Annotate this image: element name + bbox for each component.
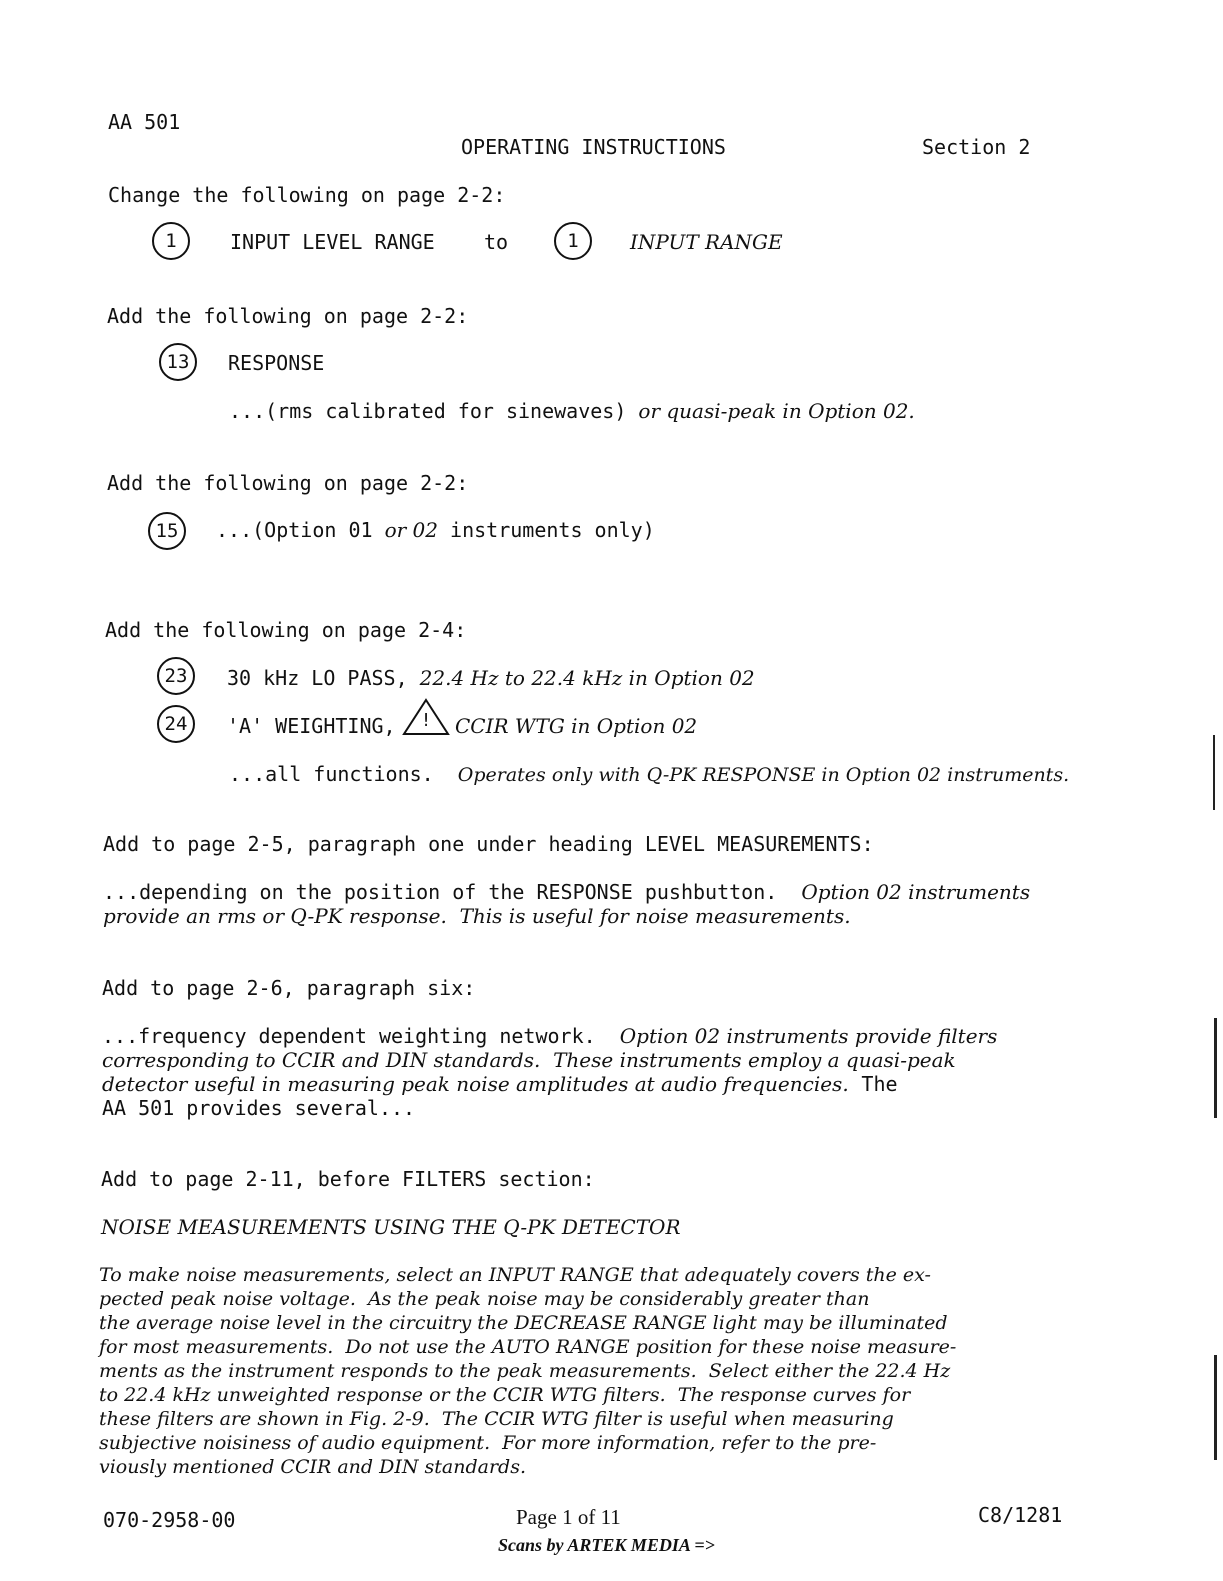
paragraph-line: the average noise level in the circuitry the DECREASE RANGE light may be illuminated	[99, 1312, 948, 1334]
section-label: Section 2	[922, 135, 1031, 159]
plain-text: 30 kHz LO PASS,	[227, 666, 420, 690]
to-word: to	[484, 230, 509, 254]
added-text: Option 02 instruments	[801, 880, 1031, 904]
new-label: INPUT RANGE	[630, 230, 783, 254]
plain-text: ...depending on the position of the RESPONSE pushbutton.	[103, 880, 802, 904]
add-heading: Add the following on page 2-2:	[107, 304, 469, 328]
plain-text: The	[861, 1072, 898, 1096]
item-number-circle: 15	[148, 512, 186, 550]
plain-text: ...(Option 01	[216, 518, 385, 542]
item-number-circle: 23	[157, 657, 195, 695]
model-label: AA 501	[108, 110, 181, 134]
item-number-circle: 1	[152, 222, 190, 260]
item-label: RESPONSE	[228, 351, 325, 375]
item-description	[216, 518, 655, 542]
paragraph-line: pected peak noise voltage. As the peak noise may be considerably greater than	[99, 1288, 870, 1310]
add-heading: Add to page 2-11, before FILTERS section:	[101, 1167, 595, 1191]
plain-text: ...(rms calibrated for sinewaves)	[229, 399, 639, 423]
revision-code: C8/1281	[978, 1503, 1063, 1527]
scan-edge-mark	[1214, 1018, 1217, 1118]
document-number: 070-2958-00	[103, 1508, 236, 1532]
added-text: or quasi-peak in Option 02.	[638, 399, 915, 423]
paragraph-line: provide an rms or Q-PK response. This is useful for noise measurements.	[103, 904, 851, 928]
paragraph-line: corresponding to CCIR and DIN standards. These instruments employ a quasi-peak	[102, 1048, 956, 1072]
item-number-circle: 24	[157, 705, 195, 743]
added-text: CCIR WTG in Option 02	[455, 714, 698, 738]
item-description	[229, 762, 1069, 787]
item-number-circle: 1	[554, 222, 592, 260]
add-heading: Add to page 2-6, paragraph six:	[102, 976, 476, 1000]
added-text: or 02	[384, 518, 438, 542]
page-number: Page 1 of 11	[516, 1505, 621, 1529]
paragraph-line	[102, 1072, 898, 1096]
page-title: OPERATING INSTRUCTIONS	[461, 135, 726, 159]
item-description	[227, 666, 755, 690]
paragraph-line: subjective noisiness of audio equipment. For more information, refer to the pre-	[99, 1432, 877, 1454]
old-label: INPUT LEVEL RANGE	[230, 230, 435, 254]
paragraph-line: AA 501 provides several...	[102, 1096, 416, 1120]
warning-symbol: !	[420, 710, 432, 731]
add-heading: Add to page 2-5, paragraph one under heading LEVEL MEASUREMENTS:	[103, 832, 874, 856]
paragraph-line: ments as the instrument responds to the peak measurements. Select either the 22.4 Hz	[99, 1360, 951, 1382]
section-subheading: NOISE MEASUREMENTS USING THE Q-PK DETECTOR	[101, 1215, 681, 1239]
item-number-circle: 13	[159, 343, 197, 381]
plain-text: ...frequency dependent weighting network.	[102, 1024, 620, 1048]
paragraph-line	[103, 880, 1030, 904]
paragraph-line: To make noise measurements, select an INPUT RANGE that adequately covers the ex-	[99, 1264, 931, 1286]
plain-text: instruments only)	[438, 518, 655, 542]
paragraph-line: to 22.4 kHz unweighted response or the CCIR WTG filters. The response curves for	[99, 1384, 911, 1406]
warning-triangle-icon	[402, 698, 450, 736]
paragraph-line: viously mentioned CCIR and DIN standards.	[99, 1456, 526, 1478]
added-text: Option 02 instruments provide filters	[619, 1024, 998, 1048]
item-description: 'A' WEIGHTING,	[227, 714, 396, 738]
paragraph-line: for most measurements. Do not use the AUTO RANGE position for these noise measure-	[99, 1336, 957, 1358]
scan-edge-mark	[1213, 735, 1215, 810]
item-description	[229, 399, 915, 423]
paragraph-line: these filters are shown in Fig. 2-9. The CCIR WTG filter is useful when measuring	[99, 1408, 894, 1430]
added-text: detector useful in measuring peak noise amplitudes at audio frequencies.	[102, 1072, 862, 1096]
scan-edge-mark	[1214, 1355, 1217, 1460]
add-heading: Add the following on page 2-2:	[107, 471, 469, 495]
paragraph-line	[102, 1024, 997, 1048]
plain-text: ...all functions.	[229, 762, 458, 786]
scan-credit: Scans by ARTEK MEDIA =>	[498, 1535, 715, 1555]
change-heading: Change the following on page 2-2:	[108, 183, 506, 207]
add-heading: Add the following on page 2-4:	[105, 618, 467, 642]
added-text: Operates only with Q-PK RESPONSE in Option 02 instruments.	[457, 764, 1070, 786]
added-text: 22.4 Hz to 22.4 kHz in Option 02	[419, 666, 755, 690]
